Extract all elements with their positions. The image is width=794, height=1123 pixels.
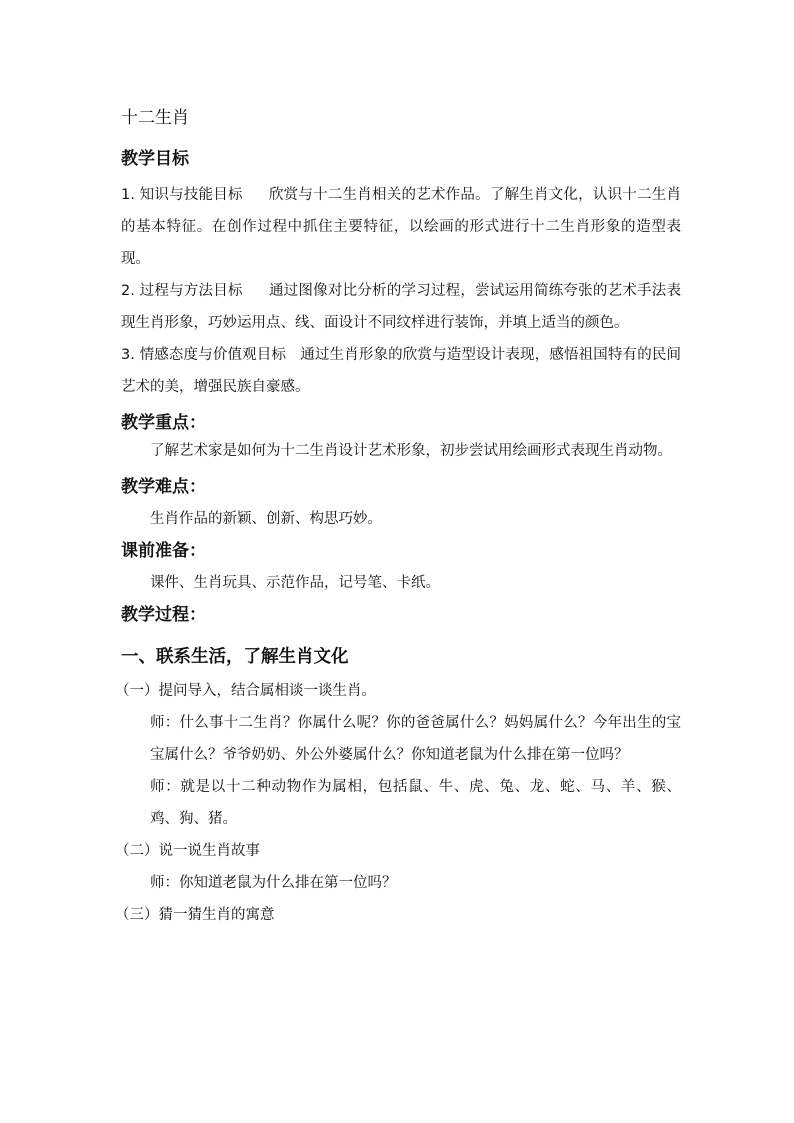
goal-2 <box>121 275 681 339</box>
goal-3 <box>121 339 681 403</box>
subsection-3: （三）猜一猜生肖的寓意 <box>115 907 275 923</box>
preparation-text: 课件、生肖玩具、示范作品，记号笔、卡纸。 <box>150 575 440 591</box>
preparation-heading: 课前准备： <box>121 541 206 561</box>
key-points-text: 了解艺术家是如何为十二生肖设计艺术形象，初步尝试用绘画形式表现生肖动物。 <box>150 443 672 459</box>
paragraph-1 <box>121 707 681 771</box>
document-body <box>115 103 681 931</box>
goal-3-label: 3. 情感态度与价值观目标 <box>121 347 287 363</box>
difficulty-text: 生肖作品的新颖、创新、构思巧妙。 <box>150 511 382 527</box>
paragraph-1-text: 师：什么事十二生肖？你属什么呢？你的爸爸属什么？妈妈属什么？今年出生的宝宝属什么？爷爷奶奶、外公外婆属什么？你知道老鼠为什么排在第一位吗？ <box>150 715 681 763</box>
paragraph-3: 师：你知道老鼠为什么排在第一位吗？ <box>150 875 397 891</box>
goal-1-text: 欣赏与十二生肖相关的艺术作品。了解生肖文化，认识十二生肖的基本特征。在创作过程中抓住主要特征，以绘画的形式进行十二生肖形象的造型表现。 <box>121 187 681 267</box>
goal-3-text: 通过生肖形象的欣赏与造型设计表现，感悟祖国特有的民间艺术的美，增强民族自豪感。 <box>121 347 681 395</box>
goal-2-label: 2. 过程与方法目标 <box>121 283 243 299</box>
paragraph-2 <box>121 771 681 835</box>
subsection-2: （二）说一说生肖故事 <box>115 843 260 859</box>
key-points-heading: 教学重点： <box>121 413 206 433</box>
goal-2-text: 通过图像对比分析的学习过程，尝试运用简练夸张的艺术手法表现生肖形象，巧妙运用点、线、面设计不同纹样进行装饰，并填上适当的颜色。 <box>121 283 681 331</box>
goal-1-label: 1. 知识与技能目标 <box>121 187 243 203</box>
goal-1 <box>121 179 681 275</box>
section-1-heading: 一、联系生活，了解生肖文化 <box>121 647 349 667</box>
paragraph-2-text: 师：就是以十二种动物作为属相，包括鼠、牛、虎、兔、龙、蛇、马、羊、猴、鸡、狗、猪。 <box>150 779 681 827</box>
process-heading: 教学过程： <box>121 605 206 625</box>
document-title: 十二生肖 <box>121 108 189 128</box>
subsection-1: （一）提问导入，结合属相谈一谈生肖。 <box>115 683 376 699</box>
goals-heading: 教学目标 <box>121 149 189 169</box>
difficulty-heading: 教学难点： <box>121 477 206 497</box>
